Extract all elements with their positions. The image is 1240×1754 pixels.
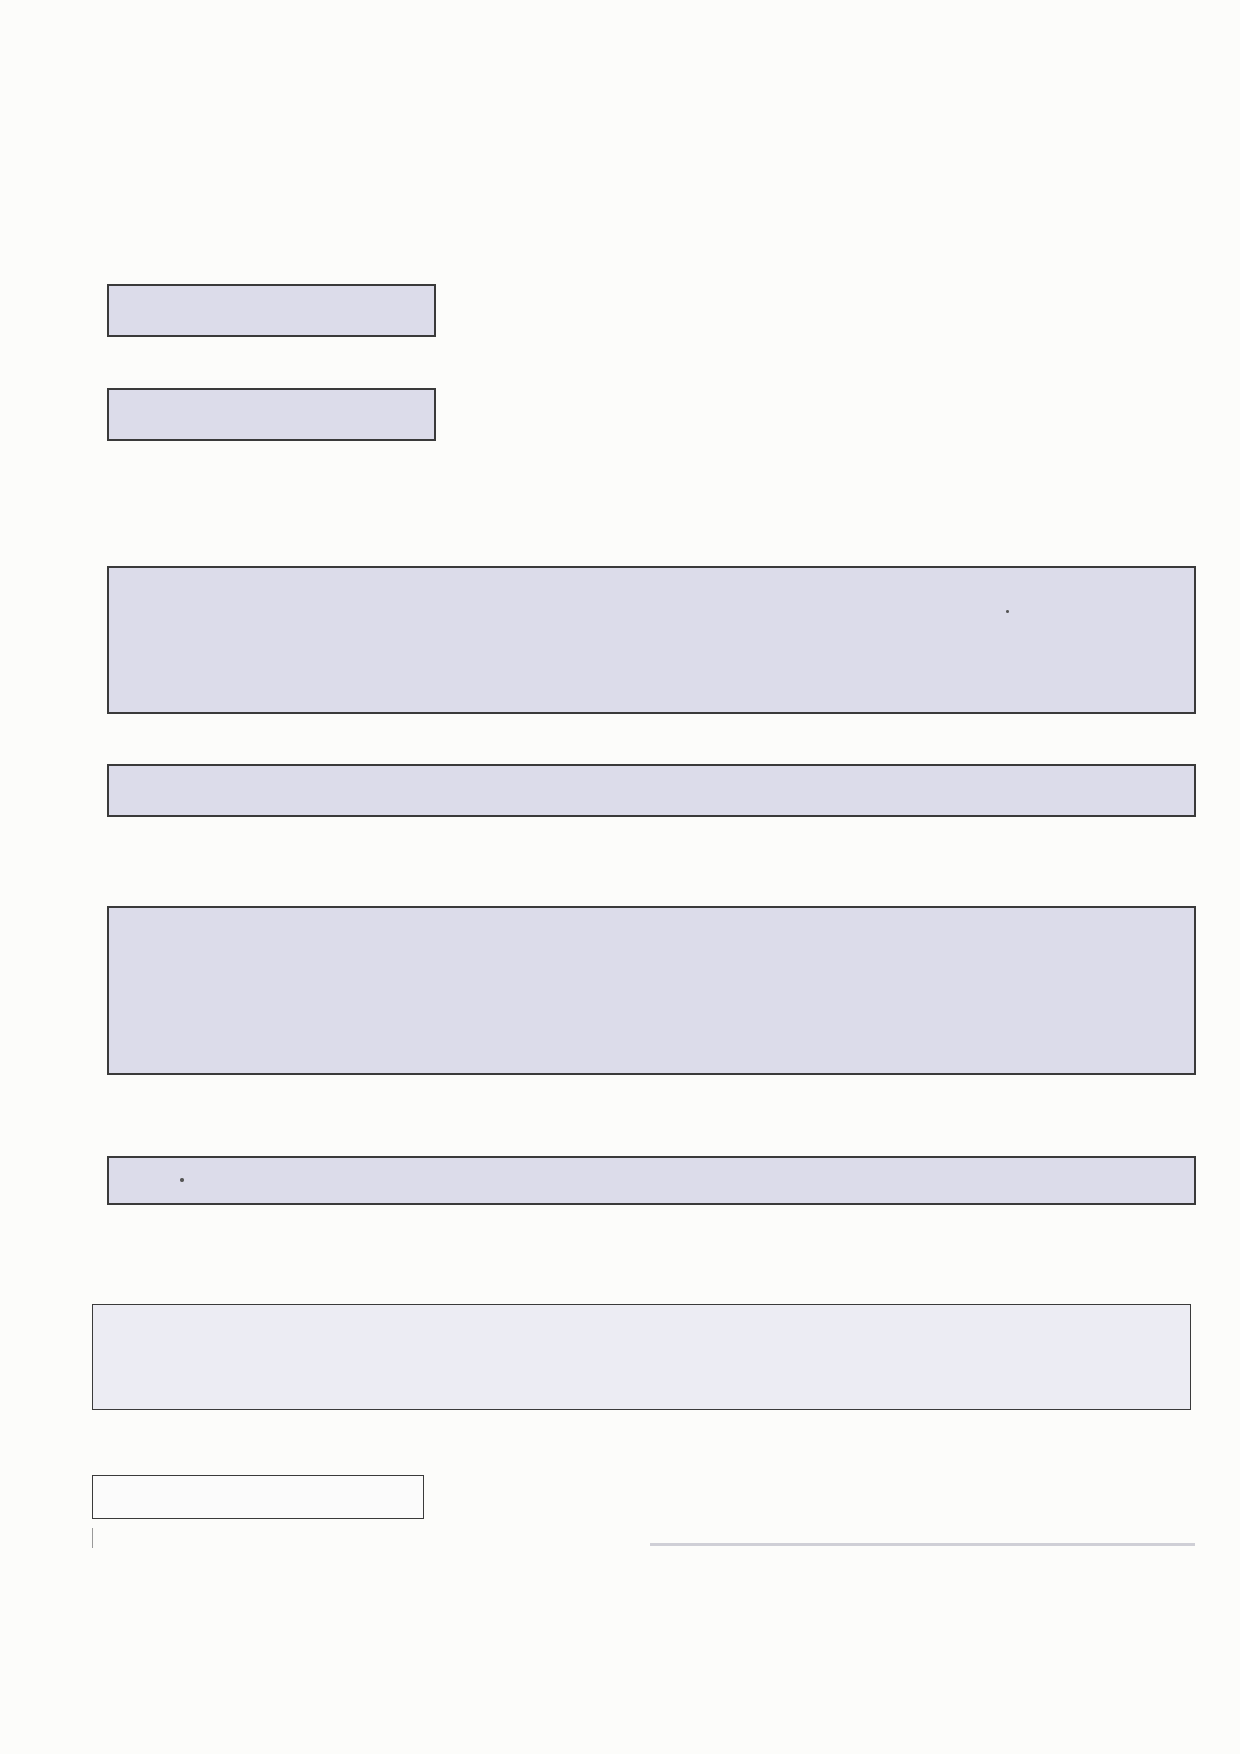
- opinion-field: [107, 906, 1196, 1075]
- publication-field: [107, 1156, 1196, 1205]
- scan-streak: [92, 1528, 93, 1548]
- website-field: [92, 1475, 424, 1519]
- audit-date-field: [107, 388, 436, 441]
- corporate-code-field: [92, 1304, 1191, 1410]
- agm-date-field: [107, 284, 436, 337]
- period-field: [107, 764, 1196, 817]
- auditor-field: [107, 566, 1196, 714]
- scan-streak: [650, 1543, 1195, 1546]
- bullet-mark: [180, 1178, 184, 1182]
- scan-speck: [1006, 610, 1009, 613]
